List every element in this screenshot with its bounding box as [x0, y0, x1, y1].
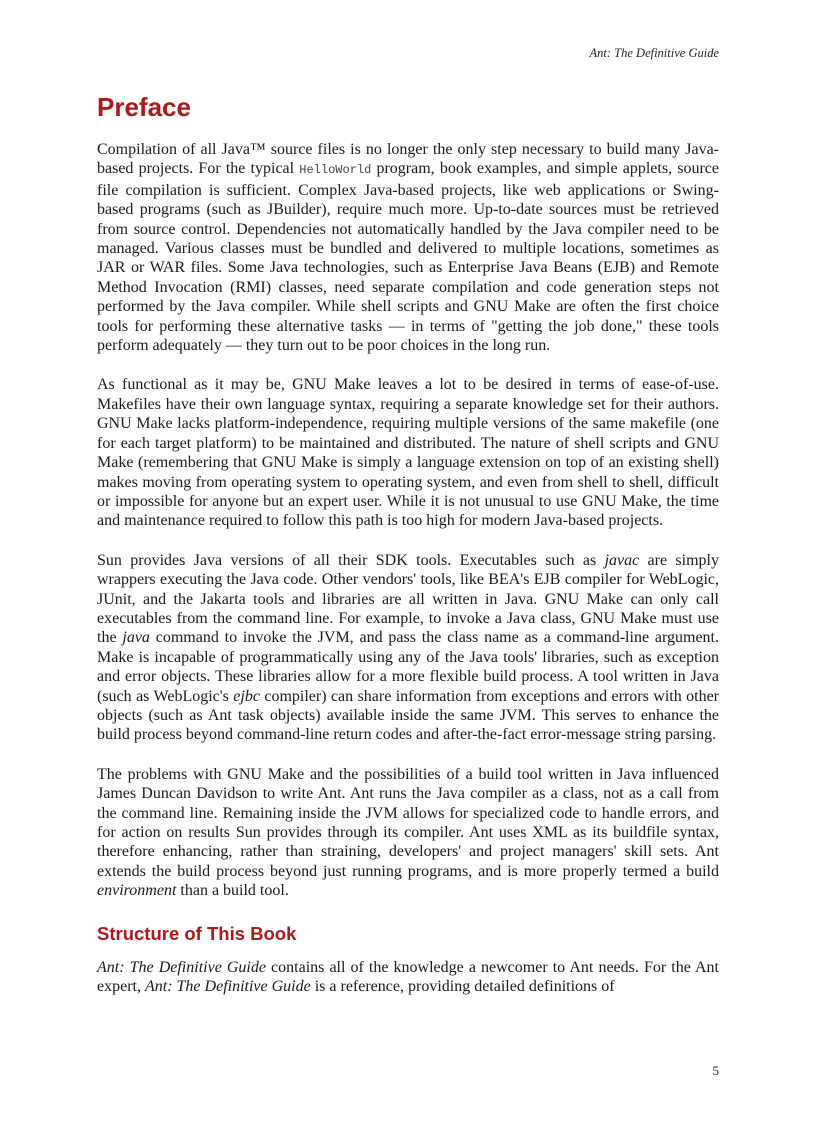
italic-ejbc: ejbc: [233, 687, 260, 705]
paragraph-3: [97, 551, 719, 745]
page-content: [97, 88, 719, 996]
paragraph-5-text-2: is a reference, providing detailed definitions of: [310, 978, 615, 996]
paragraph-1-text-a: Compilation of all Java™ source files is no longer the only step necessary to build many Java-based projects. For the typical: [97, 141, 719, 178]
italic-book-title-1: Ant: The Definitive Guide: [97, 958, 266, 976]
running-header: Ant: The Definitive Guide: [589, 46, 719, 60]
paragraph-5-text-1: contains all of the knowledge a newcomer to Ant needs. For the Ant expert,: [97, 958, 719, 996]
paragraph-1: [97, 140, 719, 355]
page-number: 5: [712, 1063, 719, 1078]
chapter-title: Preface: [97, 92, 191, 122]
paragraph-3-text-c: command to invoke the JVM, and pass the class name as a command-line argument. Make is incapable of programmatically using any of the Java tools' libraries, such as exception and error objects. These libraries allow for a more flexible build process. A tool written in Java (such as WebLogic's: [97, 629, 719, 705]
paragraph-4: [97, 765, 719, 901]
paragraph-5: [97, 958, 719, 997]
paragraph-1-text-b: program, book examples, and simple applets, source file compilation is sufficient. Complex Java-based projects, like web applications or Swing-based programs (such as JBuilder), require much more. Up-to-date sources must be retrieved from source control. Dependencies not automatically handled by the Java compiler need to be managed. Various classes must be bundled and delivered to multiple locations, sometimes as JAR or WAR files. Some Java technologies, such as Enterprise Java Beans (EJB) and Remote Method Invocation (RMI) classes, need separate compilation and code generation steps not performed by the Java compiler. While shell scripts and GNU Make are often the first choice tools for performing these alternative tasks — in terms of "getting the job done," these tools perform adequately — they turn out to be poor choices in the long run.: [97, 160, 720, 355]
paragraph-3-text-b: are simply wrappers executing the Java code. Other vendors' tools, like BEA's EJB compiler for WebLogic, JUnit, and the Jakarta tools and libraries are all written in Java. GNU Make can only call executables from the command line. For example, to invoke a Java class, GNU Make must use the: [97, 551, 719, 647]
italic-environment: environment: [97, 882, 177, 900]
paragraph-2: As functional as it may be, GNU Make leaves a lot to be desired in terms of ease-of-use. Makefiles have their own language syntax, requiring a separate knowledge set for their authors. GNU Make lacks platform-independence, requiring multiple versions of the same makefile (one for each target platform) to be maintained and distributed. The nature of shell scripts and GNU Make (remembering that GNU Make is simply a language extension on top of an existing shell) makes moving from operating system to operating system, and even from shell to shell, difficult or impossible for anyone but an expert user. While it is not unusual to use GNU Make, the time and maintenance required to follow this path is too high for modern Java-based projects.: [97, 376, 719, 530]
paragraph-4-text-b: than a build tool.: [176, 882, 289, 900]
paragraph-4-text-a: The problems with GNU Make and the possibilities of a build tool written in Java influenced James Duncan Davidson to write Ant. Ant runs the Java compiler as a class, not as a call from the command line. Remaining inside the JVM allows for specialized code to handle errors, and for action on results Sun provides through its compiler. Ant uses XML as its buildfile syntax, therefore enhancing, rather than straining, developers' and project managers' skill sets. Ant extends the build process beyond just running programs, and is more properly termed a build: [97, 765, 719, 880]
italic-java: java: [122, 629, 150, 647]
paragraph-3-text-a: Sun provides Java versions of all their SDK tools. Executables such as: [97, 551, 605, 569]
inline-code-helloworld: HelloWorld: [299, 163, 372, 178]
italic-book-title-2: Ant: The Definitive Guide: [144, 978, 311, 996]
paragraph-3-text-d: compiler) can share information from exceptions and errors with other objects (such as Ant task objects) available inside the same JVM. This serves to enhance the build process beyond command-line return codes and after-the-fact error-message string parsing.: [97, 687, 720, 744]
italic-javac: javac: [604, 551, 640, 569]
section-heading: Structure of This Book: [97, 922, 297, 944]
